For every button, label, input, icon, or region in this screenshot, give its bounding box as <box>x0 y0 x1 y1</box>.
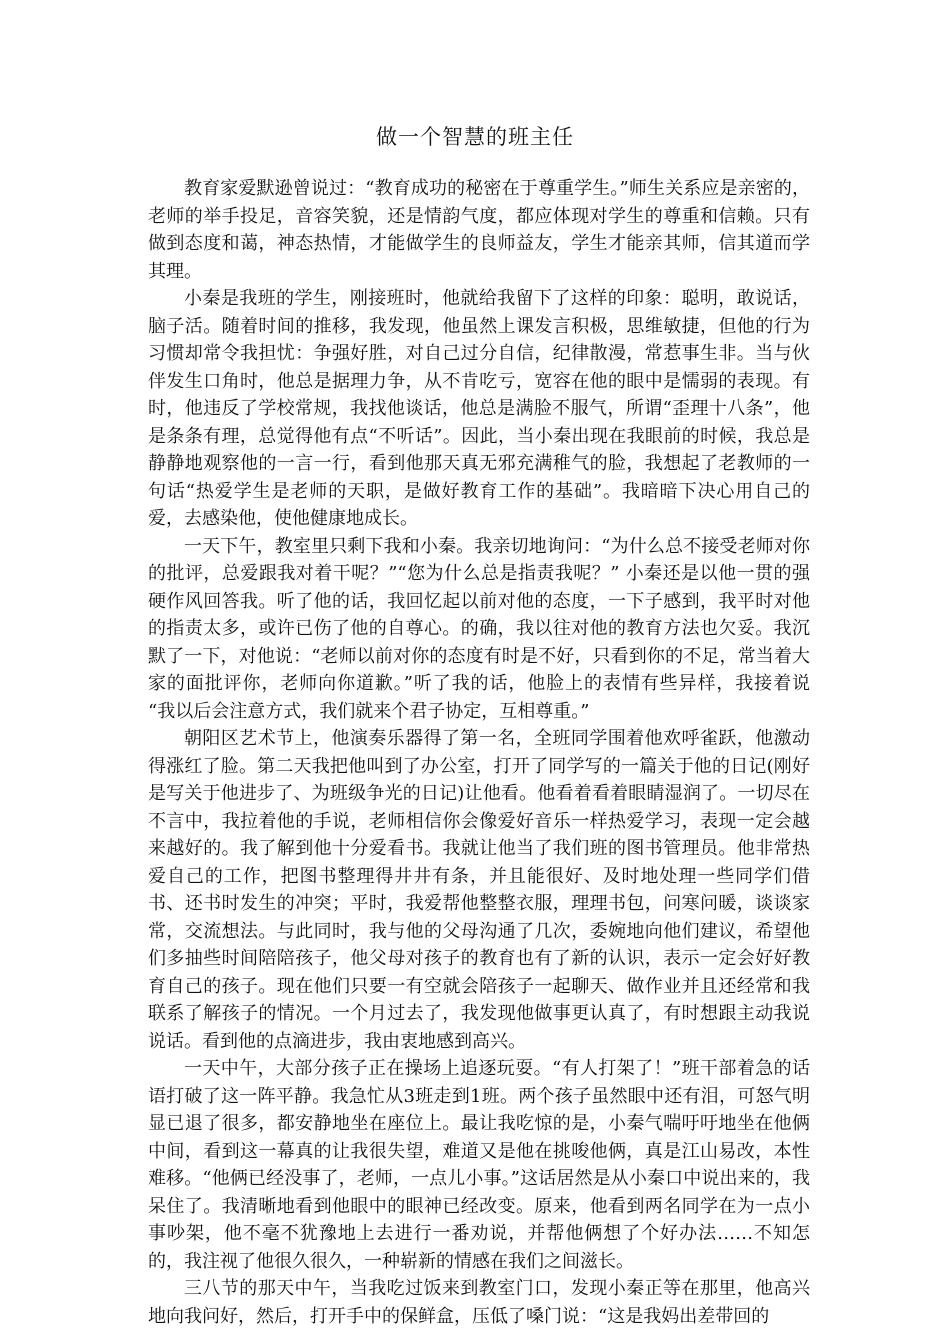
paragraph-4: 朝阳区艺术节上，他演奏乐器得了第一名，全班同学围着他欢呼雀跃，他激动得涨红了脸。第二天我把他叫到了办公室，打开了同学写的一篇关于他的日记(刚好是写关于他进步了、为班级争光的日记)让他看。他看着看着眼睛湿润了。一切尽在不言中，我拉着他的手说，老师相信你会像爱好音乐一样热爱学习，表现一定会越来越好的。我了解到他十分爱看书。我就让他当了我们班的图书管理员。他非常热爱自己的工作，把图书整理得井井有条，并且能很好、及时地处理一些同学们借书、还书时发生的冲突；平时，我爱帮他整整衣服，理理书包，问寒问暖，谈谈家常，交流想法。与此同时，我与他的父母沟通了几次，委婉地向他们建议，希望他们多抽些时间陪陪孩子，他父母对孩子的教育也有了新的认识，表示一定会好好教育自己的孩子。现在他们只要一有空就会陪孩子一起聊天、做作业并且还经常和我联系了解孩子的情况。一个月过去了，我发现他做事更认真了，有时想跟主动我说说话。看到他的点滴进步，我由衷地感到高兴。 <box>148 728 810 1052</box>
document-body <box>148 175 810 1330</box>
paragraph-2: 小秦是我班的学生，刚接班时，他就给我留下了这样的印象：聪明，敢说话，脑子活。随着时间的推移，我发现，他虽然上课发言积极，思维敏捷，但他的行为习惯却常令我担忧：争强好胜，对自己过分自信，纪律散漫，常惹事生非。当与伙伴发生口角时，他总是据理力争，从不肯吃亏，宽容在他的眼中是懦弱的表现。有时，他违反了学校常规，我找他谈话，他总是满脸不服气，所谓“歪理十八条”，他是条条有理，总觉得他有点“不听话”。因此，当小秦出现在我眼前的时候，我总是静静地观察他的一言一行，看到他那天真无邪充满稚气的脸，我想起了老教师的一句话“热爱学生是老师的天职，是做好教育工作的基础”。我暗暗下决心用自己的爱，去感染他，使他健康地成长。 <box>148 288 810 529</box>
paragraph-3: 一天下午，教室里只剩下我和小秦。我亲切地询问：“为什么总不接受老师对你的批评，总爱跟我对着干呢？”“您为什么总是指责我呢？” 小秦还是以他一贯的强硬作风回答我。听了他的话，我回忆起以前对他的态度，一下子感到，我平时对他的指责太多，或许已伤了他的自尊心。的确，我以往对他的教育方法也欠妥。我沉默了一下，对他说：“老师以前对你的态度有时是不好，只看到你的不足，常当着大家的面批评你，老师向你道歉。”听了我的话，他脸上的表情有些异样，我接着说 “我以后会注意方式，我们就来个君子协定，互相尊重。” <box>148 535 810 722</box>
paragraph-5: 一天中午，大部分孩子正在操场上追逐玩耍。“有人打架了！”班干部着急的话语打破了这一阵平静。我急忙从3班走到1班。两个孩子虽然眼中还有泪，可怒气明显已退了很多，都安静地坐在座位上。最让我吃惊的是，小秦气喘吁吁地坐在他俩中间，看到这一幕真的让我很失望，难道又是他在挑唆他俩，真是江山易改，本性难移。“他俩已经没事了，老师，一点儿小事。”这话居然是从小秦口中说出来的，我呆住了。我清晰地看到他眼中的眼神已经改变。原来，他看到两名同学在为一点小事吵架，他不毫不犹豫地上去进行一番劝说，并帮他俩想了个好办法……不知怎的，我注视了他很久很久，一种崭新的情感在我们之间滋长。 <box>148 1058 810 1272</box>
document-title: 做一个智慧的班主任 <box>376 125 574 149</box>
paragraph-1: 教育家爱默逊曾说过：“教育成功的秘密在于尊重学生。”师生关系应是亲密的，老师的举手投足，音容笑貌，还是情韵气度，都应体现对学生的尊重和信赖。只有做到态度和蔼，神态热情，才能做学生的良师益友，学生才能亲其师，信其道而学其理。 <box>148 178 810 282</box>
paragraph-6: 三八节的那天中午，当我吃过饭来到教室门口，发现小秦正等在那里，他高兴地向我问好，然后，打开手中的保鲜盒，压低了嗓门说：“这是我妈出差带回的 <box>148 1278 810 1327</box>
